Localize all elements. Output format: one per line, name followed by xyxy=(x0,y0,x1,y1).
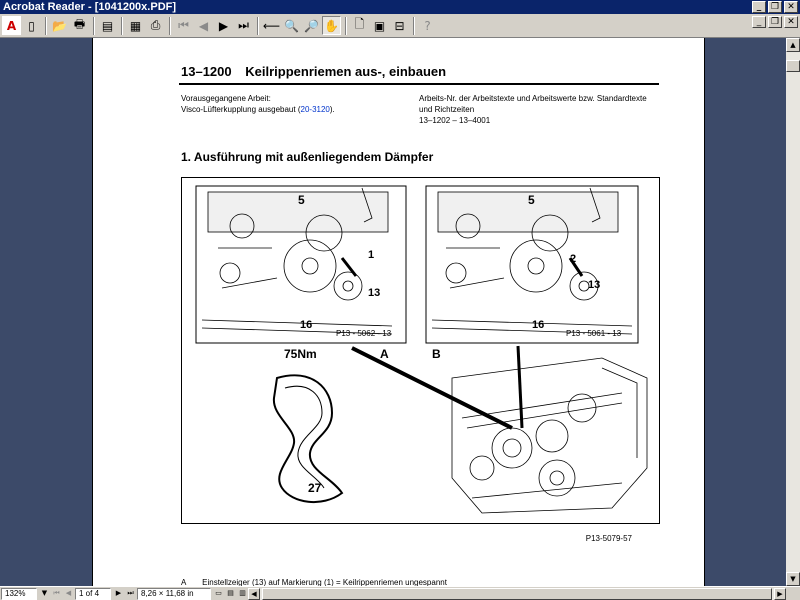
status-bar xyxy=(0,586,800,600)
fit-width-icon[interactable]: ⊟ xyxy=(394,18,405,33)
section-title: 1. Ausführung mit außenliegendem Dämpfer xyxy=(181,150,434,164)
footnote-text: Einstellzeiger (13) auf Markierung (1) = Keilrippenriemen ungespannt xyxy=(202,578,447,586)
scroll-down-icon[interactable]: ▼ xyxy=(786,572,800,586)
scroll-left-icon[interactable]: ◀ xyxy=(248,588,260,600)
page-size-field: 8,26 × 11,68 in xyxy=(137,588,211,600)
prereq-text: Visco-Lüfterkupplung ausgebaut ( xyxy=(181,105,301,114)
toolbar xyxy=(0,14,800,38)
facing-layout-icon[interactable]: ▥ xyxy=(239,588,246,597)
title-bar xyxy=(0,0,800,14)
label-27: 27 xyxy=(308,481,322,495)
label-B: B xyxy=(432,347,441,361)
bookmarks-icon[interactable]: ▯ xyxy=(28,18,35,33)
toolbar-separator xyxy=(121,17,123,35)
doc-restore-button[interactable]: ❐ xyxy=(768,16,782,28)
status-last-page-icon[interactable]: ⏭ xyxy=(127,588,134,597)
scroll-up-icon[interactable]: ▲ xyxy=(786,38,800,52)
status-first-page-icon[interactable]: ⏮ xyxy=(53,588,60,597)
page-layout-icon[interactable]: ▭ xyxy=(215,588,222,597)
first-page-icon[interactable]: ⏮ xyxy=(178,18,189,32)
doc-minimize-button[interactable]: _ xyxy=(752,16,766,28)
prereq-link[interactable]: 20-3120 xyxy=(300,105,330,114)
label-13a: 13 xyxy=(368,287,381,299)
hand-tool-icon[interactable]: ✋ xyxy=(322,16,341,35)
toolbar-separator xyxy=(345,17,347,35)
go-back-icon[interactable]: ⟵ xyxy=(262,18,281,33)
prev-page-icon[interactable]: ◀ xyxy=(198,18,209,33)
prerequisite-block xyxy=(181,93,335,115)
zoom-out-icon[interactable]: 🔍 xyxy=(284,18,299,33)
label-5b: 5 xyxy=(528,193,535,207)
print-icon[interactable]: 🖶 xyxy=(73,17,86,31)
scroll-right-icon[interactable]: ▶ xyxy=(774,588,786,600)
procedure-title: Keilrippenriemen aus-, einbauen xyxy=(245,64,447,79)
prereq-end: ). xyxy=(329,105,335,114)
window-title: Acrobat Reader - [1041200x.PDF] xyxy=(3,1,177,13)
status-next-page-icon[interactable]: ▶ xyxy=(115,588,122,597)
vertical-scroll-thumb[interactable] xyxy=(786,60,800,72)
next-page-icon[interactable]: ▶ xyxy=(218,18,229,33)
page-indicator[interactable]: 1 of 4 xyxy=(75,588,111,600)
torque-label: 75Nm xyxy=(284,347,317,361)
label-A: A xyxy=(380,347,389,361)
vertical-scrollbar[interactable] xyxy=(786,38,800,586)
worknr-line3: 13–1202 – 13–4001 xyxy=(419,116,491,125)
right-panel-code: P13 - 5061 - 13 xyxy=(566,329,622,338)
label-16b: 16 xyxy=(532,319,545,331)
label-13b: 13 xyxy=(588,279,601,291)
prereq-label: Vorausgegangene Arbeit: xyxy=(181,94,271,103)
bookmarks-panel-icon[interactable]: ▤ xyxy=(101,18,114,33)
close-button[interactable]: ✕ xyxy=(784,1,798,13)
fit-page-icon[interactable]: ▣ xyxy=(373,18,386,33)
page-heading xyxy=(181,64,446,79)
zoom-dropdown-icon[interactable]: ▼ xyxy=(41,588,48,597)
heading-rule xyxy=(179,83,659,85)
continuous-layout-icon[interactable]: ▤ xyxy=(227,588,234,597)
toolbar-separator xyxy=(93,17,95,35)
toolbar-separator xyxy=(169,17,171,35)
toolbar-separator xyxy=(45,17,47,35)
left-panel-code: P13 - 5062 - 13 xyxy=(336,329,392,338)
worknr-line1: Arbeits-Nr. der Arbeitstexte und Arbeitswerte bzw. Standardtexte xyxy=(419,94,647,103)
label-2: 2 xyxy=(570,253,577,265)
thumbnails-icon[interactable]: ▦ xyxy=(129,18,142,33)
procedure-number: 13–1200 xyxy=(181,64,232,79)
help-icon[interactable]: ? xyxy=(424,18,431,33)
engine-diagram xyxy=(182,178,659,523)
last-page-icon[interactable]: ⏭ xyxy=(238,18,249,32)
label-5a: 5 xyxy=(298,193,305,207)
figure-code: P13-5079-57 xyxy=(585,534,632,543)
worknr-line2: und Richtzeiten xyxy=(419,105,475,114)
label-1: 1 xyxy=(368,249,375,261)
pdf-page xyxy=(92,38,705,586)
horizontal-scroll-thumb[interactable] xyxy=(262,588,772,600)
label-16a: 16 xyxy=(300,319,313,331)
horizontal-scrollbar[interactable] xyxy=(248,588,786,600)
footnote xyxy=(181,578,447,586)
status-prev-page-icon[interactable]: ◀ xyxy=(65,588,72,597)
actual-size-icon[interactable]: 🗋 xyxy=(354,17,365,31)
zoom-in-icon[interactable]: 🔎 xyxy=(304,18,319,33)
toolbar-separator xyxy=(413,17,415,35)
document-workspace[interactable] xyxy=(0,38,786,586)
find-icon[interactable]: ⎙ xyxy=(150,18,161,32)
work-number-block xyxy=(419,93,659,126)
technical-figure xyxy=(181,177,660,524)
toolbar-separator xyxy=(257,17,259,35)
minimize-button[interactable]: _ xyxy=(752,1,766,13)
zoom-field[interactable]: 132% xyxy=(1,588,37,600)
restore-button[interactable]: ❐ xyxy=(768,1,782,13)
doc-close-button[interactable]: ✕ xyxy=(784,16,798,28)
open-icon[interactable]: 📂 xyxy=(52,18,67,33)
footnote-letter: A xyxy=(181,578,186,586)
pdf-logo-icon[interactable]: A xyxy=(2,16,21,35)
